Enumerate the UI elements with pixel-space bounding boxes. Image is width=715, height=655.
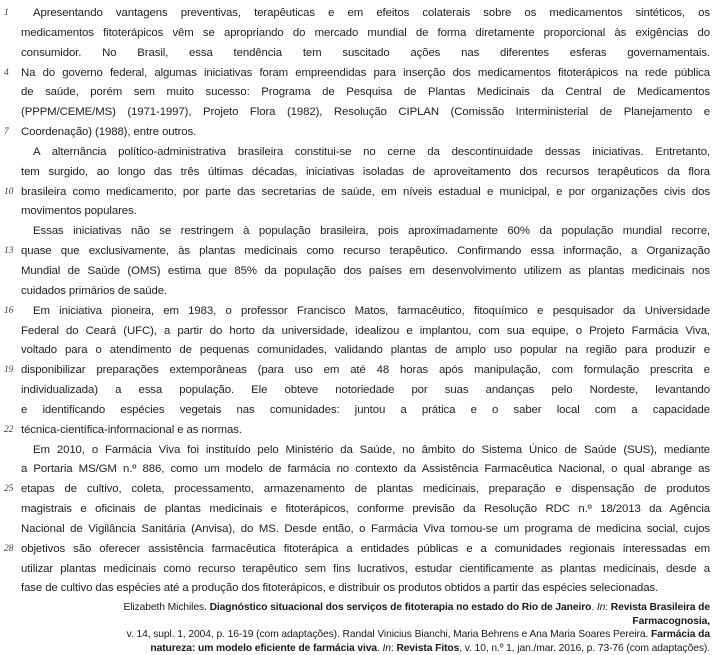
line-text: Em iniciativa pioneira, em 1983, o professor Francisco Matos, farmacêutico, fitoquímico e pesquisador da Universidade xyxy=(33,304,710,317)
text-line xyxy=(21,341,710,361)
line-text: cuidados primários de saúde. xyxy=(21,284,167,297)
text-line xyxy=(21,520,710,540)
line-text: disponibilizar preparações extemporâneas (para uso em até 48 horas após manipulação, com formulação prescrita e xyxy=(21,364,710,377)
line-text: Mundial de Saúde (OMS) estima que 85% da população dos países em desenvolvimento utilizem as plantas medicinais nos xyxy=(21,264,710,277)
line-text: voltado para o atendimento de pequenas comunidades, validando plantas de amplo uso popular na região para produzir e xyxy=(21,344,710,357)
text-line xyxy=(21,44,710,64)
line-number: 22 xyxy=(4,424,14,435)
text-line xyxy=(21,460,710,480)
text-line xyxy=(4,64,710,84)
text-line xyxy=(21,441,710,461)
line-text: movimentos populares. xyxy=(21,205,137,218)
line-text: fase de cultivo das espécies até a produção dos fitoterápicos, e distribuir os produtos obtidos a partir das espécies selecionadas. xyxy=(21,582,659,595)
text-line xyxy=(4,421,710,441)
line-text: A alternância político-administrativa brasileira constitui-se no cerne da descontinuidade dessas iniciativas. Entretanto, xyxy=(33,145,710,158)
line-number: 10 xyxy=(4,186,14,197)
line-text: técnica-científica-informacional e as normas. xyxy=(21,423,242,436)
text-line xyxy=(4,480,710,500)
line-text: Coordenação) (1988), entre outros. xyxy=(21,126,197,139)
text-line xyxy=(4,183,710,203)
line-text: objetivos são oferecer assistência farmacêutica fitoterápica a entidades públicas e a comunidades regionais interessadas em xyxy=(21,542,710,555)
line-text: Apresentando vantagens preventivas, terapêuticas e em efeitos colaterais sobre os medicamentos sintéticos, os xyxy=(33,7,710,19)
text-line xyxy=(21,202,710,222)
line-text: magistrais e oficinais de plantas medicinais e fitoterápicos, conforme previsão da Resolução RDC n.º 18/2013 da Agência xyxy=(21,503,710,516)
line-text: Em 2010, o Farmácia Viva foi instituído pelo Ministério da Saúde, no âmbito do Sistema Único de Saúde (SUS), mediante xyxy=(33,443,710,456)
line-number: 28 xyxy=(4,543,14,554)
citation-line: v. 14, supl. 1, 2004, p. 16-19 (com adaptações). Randal Vinicius Bianchi, Maria Behrens e Ana Maria Soares Pereira. Farmácia da xyxy=(126,629,710,641)
text-line xyxy=(21,262,710,282)
text-line xyxy=(21,579,710,599)
line-number: 4 xyxy=(4,67,9,78)
text-line xyxy=(21,24,710,44)
line-number: 13 xyxy=(4,246,14,257)
text-line xyxy=(21,143,710,163)
citation-line: natureza: um modelo eficiente de farmácia viva. In: Revista Fitos, v. 10, n.º 1, jan./mar. 2016, p. 73-76 (com adaptações). xyxy=(150,642,710,654)
line-number: 16 xyxy=(4,305,14,316)
citation-line: Elizabeth Michiles. Diagnóstico situacional dos serviços de fitoterapia no estado do Rio de Janeiro. In: Revista Brasileira de Farmacognosia, xyxy=(123,602,710,627)
line-text: Essas iniciativas não se restringem à população brasileira, pois aproximadamente 60% da população mundial recorre, xyxy=(33,225,710,238)
line-number: 1 xyxy=(4,8,9,18)
line-text: brasileira como medicamento, por parte das secretarias de saúde, em níveis estadual e municipal, e por organizações civis dos xyxy=(21,185,710,198)
text-line xyxy=(4,123,710,143)
line-text: e identificando espécies vegetais nas comunidades: juntou a prática e o saber local com a capacidade xyxy=(21,403,710,416)
line-text: a Portaria MS/GM n.º 886, como um modelo de farmácia no contexto da Assistência Farmacêutica Nacional, o qual abrange as xyxy=(21,463,710,476)
text-line xyxy=(21,282,710,302)
line-number: 25 xyxy=(4,484,14,495)
line-number: 19 xyxy=(4,365,14,376)
text-line xyxy=(21,381,710,401)
text-line xyxy=(4,242,710,262)
line-text: utilizar plantas medicinais como recurso terapêutico sem fins lucrativos, estudar cientificamente as plantas medicinais, desde a xyxy=(21,562,710,575)
line-text: quase que exclusivamente, às plantas medicinais como recurso terapêutico. Confirmando essa informação, a Organização xyxy=(21,245,710,258)
text-line xyxy=(21,83,710,103)
line-text: individualizada) a essa população. Ele obteve notoriedade por suas andanças pelo Nordeste, levantando xyxy=(21,384,710,397)
text-line xyxy=(4,302,710,322)
text-line xyxy=(21,560,710,580)
text-line xyxy=(21,322,710,342)
line-text: Na do governo federal, algumas iniciativas foram empreendidas para inserção dos medicamentos fitoterápicos na rede pública xyxy=(21,66,710,79)
line-number: 7 xyxy=(4,127,9,138)
text-line xyxy=(4,540,710,560)
text-line xyxy=(21,401,710,421)
citation xyxy=(0,601,715,655)
text-line xyxy=(4,361,710,381)
line-text: Nacional de Vigilância Sanitária (Anvisa), do MS. Desde então, o Farmácia Viva tornou-se um programa de medicina social, cujos xyxy=(21,522,710,535)
line-text: Federal do Ceará (UFC), a partir do horto da universidade, idealizou e implantou, com sua equipe, o Projeto Farmácia Viva, xyxy=(21,324,710,337)
text-line xyxy=(4,4,710,24)
text-line xyxy=(21,222,710,242)
line-text: (PPPM/CEME/MS) (1971-1997), Projeto Flora (1982), Resolução CIPLAN (Comissão Interministerial de Planejamento e xyxy=(21,106,710,119)
text-line xyxy=(21,103,710,123)
line-text: de saúde, porém sem muito sucesso: Programa de Pesquisa de Plantas Medicinais da Central de Medicamentos xyxy=(21,86,710,99)
line-text: tem surgido, ao longo das três últimas décadas, iniciativas isoladas de aproveitamento dos recursos terapêuticos da flora xyxy=(21,165,710,178)
text-line xyxy=(21,500,710,520)
line-text: medicamentos fitoterápicos vêm se apropriando do mercado mundial de forma diretamente proporcional às exigências do xyxy=(21,26,710,39)
text-line xyxy=(21,163,710,183)
line-text: consumidor. No Brasil, essa tendência tem suscitado ações nas diferentes esferas governamentais. xyxy=(21,46,710,59)
line-text: etapas de cultivo, coleta, processamento, armazenamento de plantas medicinais, preparação e dispensação de produtos xyxy=(21,483,710,496)
